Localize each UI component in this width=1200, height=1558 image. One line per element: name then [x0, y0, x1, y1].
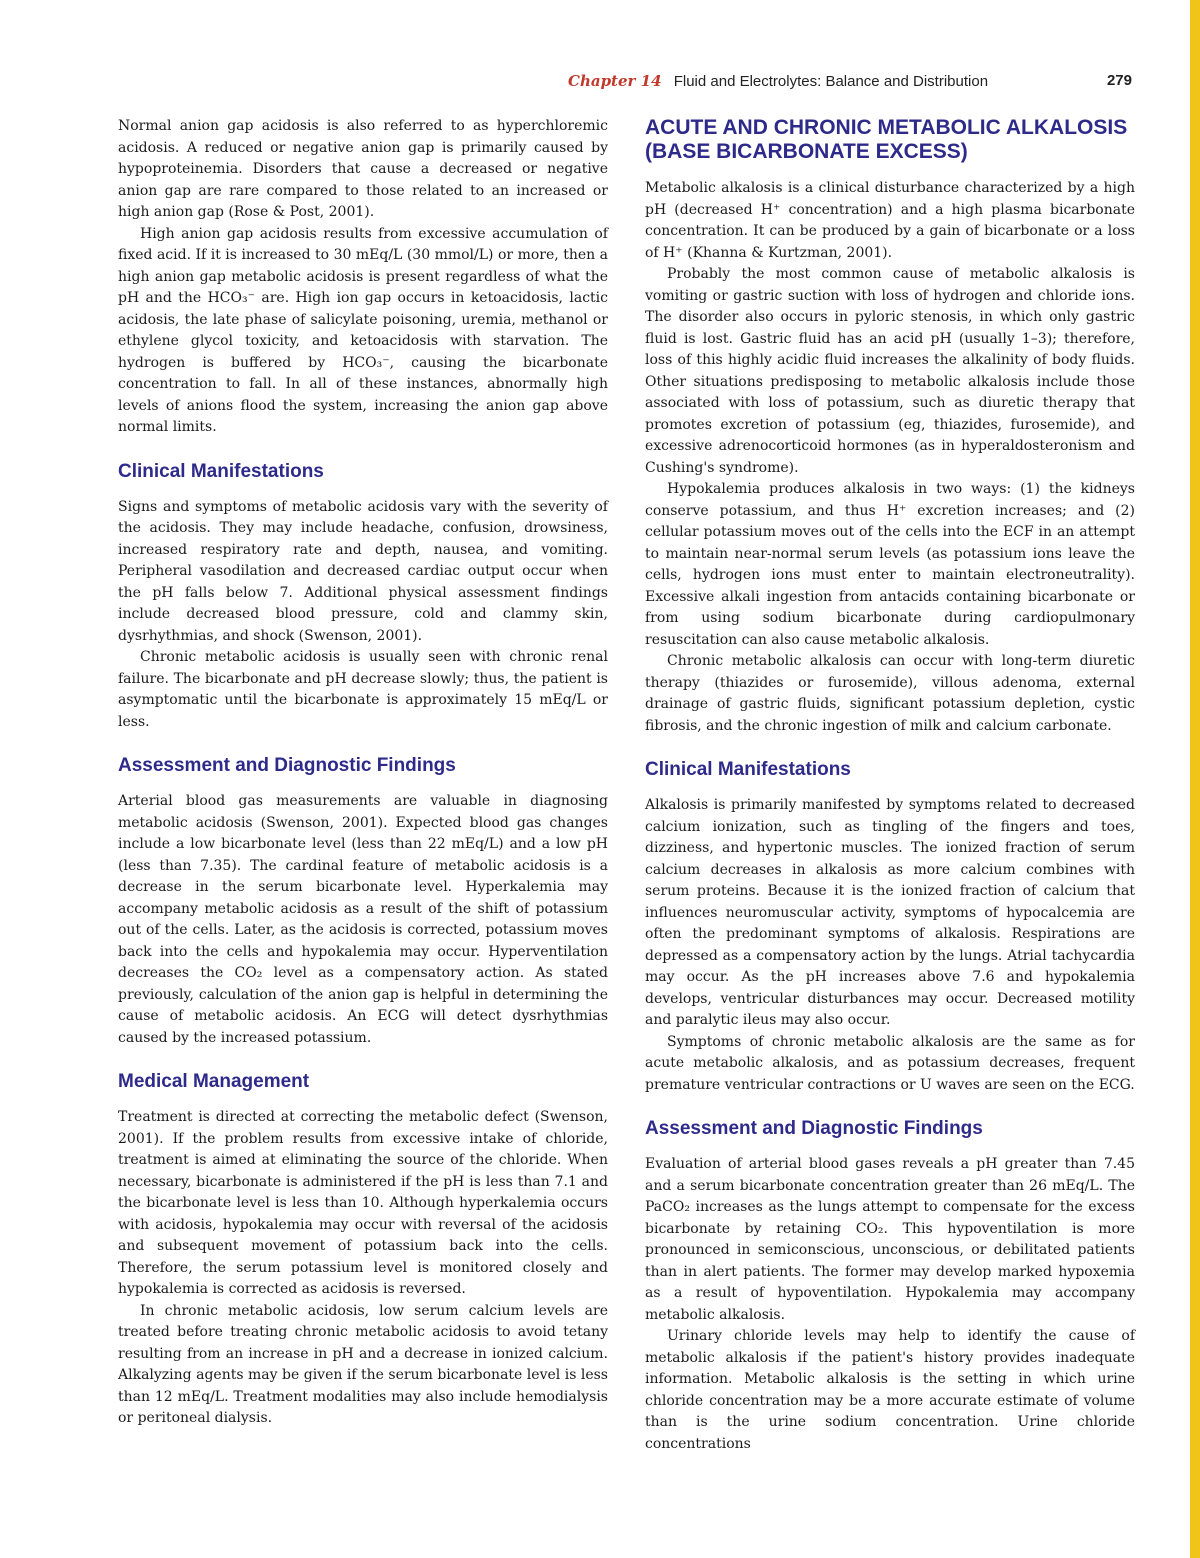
paragraph: Probably the most common cause of metabolic alkalosis is vomiting or gastric suction with loss of hydrogen and chloride ions. The disorder also occurs in pyloric stenosis, in which only gastric fluid is lost. Gastric fluid has an acid pH (usually 1–3); therefore, loss of this highly acidic fluid increases the alkalinity of body fluids. Other situations predisposing to metabolic alkalosis include those associated with loss of potassium, such as diuretic therapy that promotes excretion of potassium (eg, thiazides, furosemide), and excessive adrenocorticoid hormones (as in hyperaldosteronism and Cushing's syndrome).: [645, 266, 1135, 476]
paragraph: Symptoms of chronic metabolic alkalosis are the same as for acute metabolic alkalosis, and as potassium decreases, frequent premature ventricular contractions or U waves are seen on the ECG.: [645, 1033, 1135, 1093]
paragraph: Normal anion gap acidosis is also referred to as hyperchloremic acidosis. A reduced or negative anion gap is primarily caused by hypoproteinemia. Disorders that cause a decreased or negative anion gap are rare compared to those related to an increased or high anion gap (Rose & Post, 2001).: [118, 118, 608, 220]
heading-assessment-diagnostic: Assessment and Diagnostic Findings: [118, 755, 456, 776]
page-number: 279: [1106, 72, 1132, 89]
chapter-label: Chapter 14: [568, 72, 662, 90]
paragraph: Signs and symptoms of metabolic acidosis vary with the severity of the acidosis. They may include headache, confusion, drowsiness, increased respiratory rate and depth, nausea, and vomiting. Peripheral vasodilation and decreased cardiac output occur when the pH falls below 7. Additional physical assessment findings include decreased blood pressure, cold and clammy skin, dysrhythmias, and shock (Swenson, 2001).: [118, 498, 608, 644]
paragraph: Alkalosis is primarily manifested by symptoms related to decreased calcium ionization, such as tingling of the fingers and toes, dizziness, and hypertonic muscles. The ionized fraction of serum calcium decreases in alkalosis as more calcium combines with serum proteins. Because it is the ionized fraction of calcium that influences neuromuscular activity, symptoms of hypocalcemia are often the predominant symptoms of alkalosis. Respirations are depressed as a compensatory action by the lungs. Atrial tachycardia may occur. As the pH increases above 7.6 and hypokalemia develops, ventricular disturbances may occur. Decreased motility and paralytic ileus may also occur.: [645, 797, 1135, 1028]
right-column: [645, 116, 1135, 1455]
paragraph: Hypokalemia produces alkalosis in two ways: (1) the kidneys conserve potassium, and thus H⁺ excretion increases; and (2) cellular potassium moves out of the cells into the ECF in an attempt to maintain near-normal serum levels (as potassium ions leave the cells, hydrogen ions must enter to maintain electroneutrality). Excessive alkali ingestion from antacids containing bicarbonate or from using sodium bicarbonate during cardiopulmonary resuscitation can also cause metabolic alkalosis.: [645, 481, 1135, 648]
heading-assessment-diagnostic: Assessment and Diagnostic Findings: [645, 1118, 983, 1139]
left-column: [118, 116, 608, 1430]
heading-clinical-manifestations: Clinical Manifestations: [645, 759, 851, 780]
paragraph: Urinary chloride levels may help to identify the cause of metabolic alkalosis if the patient's history provides inadequate information. Metabolic alkalosis is the setting in which urine chloride concentration may be a more accurate estimate of volume than is the urine sodium concentration. Urine chloride concentrations: [645, 1328, 1135, 1452]
paragraph: Chronic metabolic acidosis is usually seen with chronic renal failure. The bicarbonate and pH decrease slowly; thus, the patient is asymptomatic until the bicarbonate is approximately 15 mEq/L or less.: [118, 649, 608, 730]
paragraph: Chronic metabolic alkalosis can occur with long-term diuretic therapy (thiazides or furosemide), villous adenoma, external drainage of gastric fluids, significant potassium depletion, cystic fibrosis, and the chronic ingestion of milk and calcium carbonate.: [645, 653, 1135, 734]
page-edge-color-bar: [1190, 0, 1200, 1558]
running-head: [568, 72, 1132, 94]
paragraph: High anion gap acidosis results from excessive accumulation of fixed acid. If it is increased to 30 mEq/L (30 mmol/L) or more, then a high anion gap metabolic acidosis is present regardless of what the pH and the HCO₃⁻ are. High ion gap occurs in ketoacidosis, lactic acidosis, the late phase of salicylate poisoning, uremia, methanol or ethylene glycol toxicity, and ketoacidosis with starvation. The hydrogen is buffered by HCO₃⁻, causing the bicarbonate concentration to fall. In all of these instances, abnormally high levels of anions flood the system, increasing the anion gap above normal limits.: [118, 225, 608, 435]
chapter-title: Fluid and Electrolytes: Balance and Distribution: [673, 73, 989, 90]
paragraph: Evaluation of arterial blood gases reveals a pH greater than 7.45 and a serum bicarbonate concentration greater than 26 mEq/L. The PaCO₂ increases as the lungs attempt to compensate for the excess bicarbonate by retaining CO₂. This hypoventilation is more pronounced in semiconscious, unconscious, or debilitated patients than in alert patients. The former may develop marked hypoxemia as a result of hypoventilation. Hypokalemia may accompany metabolic alkalosis.: [645, 1156, 1135, 1323]
heading-clinical-manifestations: Clinical Manifestations: [118, 460, 324, 482]
paragraph: Treatment is directed at correcting the metabolic defect (Swenson, 2001). If the problem results from excessive intake of chloride, treatment is aimed at eliminating the source of the chloride. When necessary, bicarbonate is administered if the pH is less than 7.1 and the bicarbonate level is less than 10. Although hyperkalemia occurs with acidosis, hypokalemia may occur with reversal of the acidosis and subsequent movement of potassium back into the cells. Therefore, the serum potassium level is monitored closely and hypokalemia is corrected as acidosis is reversed.: [118, 1109, 608, 1297]
paragraph: Metabolic alkalosis is a clinical disturbance characterized by a high pH (decreased H⁺ concentration) and a high plasma bicarbonate concentration. It can be produced by a gain of bicarbonate or a loss of H⁺ (Khanna & Kurtzman, 2001).: [645, 180, 1135, 261]
heading-medical-management: Medical Management: [118, 1071, 310, 1092]
paragraph: In chronic metabolic acidosis, low serum calcium levels are treated before treating chronic metabolic acidosis to avoid tetany resulting from an increase in pH and a decrease in ionized calcium. Alkalyzing agents may be given if the serum bicarbonate level is less than 12 mEq/L. Treatment modalities may also include hemodialysis or peritoneal dialysis.: [118, 1302, 608, 1426]
section-title: ACUTE AND CHRONIC METABOLIC ALKALOSIS (BASE BICARBONATE EXCESS): [645, 116, 1128, 163]
paragraph: Arterial blood gas measurements are valuable in diagnosing metabolic acidosis (Swenson, 2001). Expected blood gas changes include a low bicarbonate level (less than 22 mEq/L) and a low pH (less than 7.35). The cardinal feature of metabolic acidosis is a decrease in the serum bicarbonate level. Hyperkalemia may accompany metabolic acidosis as a result of the shift of potassium out of the cells. Later, as the acidosis is corrected, potassium moves back into the cells and hypokalemia may occur. Hyperventilation decreases the CO₂ level as a compensatory action. As stated previously, calculation of the anion gap is helpful in determining the cause of metabolic acidosis. An ECG will detect dysrhythmias caused by the increased potassium.: [118, 793, 608, 1046]
